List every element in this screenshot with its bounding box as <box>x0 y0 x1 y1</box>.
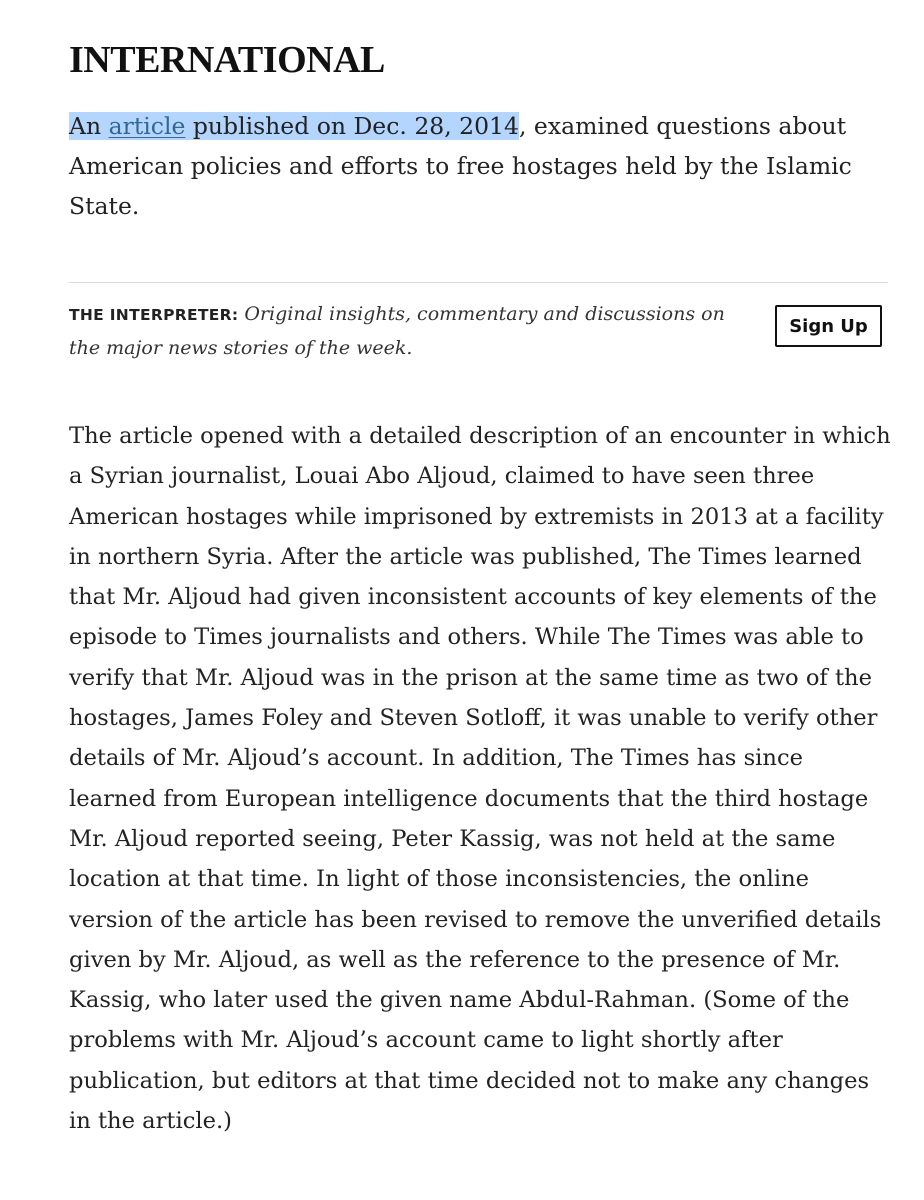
promo-text: Original insights, commentary and discussions on the major news stories of the week. <box>69 303 725 359</box>
intro-prefix: An <box>69 112 109 140</box>
promo-label: THE INTERPRETER: <box>69 306 239 324</box>
newsletter-promo <box>69 298 749 365</box>
intro-rest: , examined questions about American policies and efforts to free hostages held by the Islamic State. <box>69 112 852 220</box>
selected-text <box>69 112 519 140</box>
section-divider <box>69 282 888 283</box>
correction-body: The article opened with a detailed description of an encounter in which a Syrian journalist, Louai Abo Aljoud, claimed to have seen three American hostages while imprisoned by extremists in 2013 at a facility in northern Syria. After the article was published, The Times learned that Mr. Aljoud had given inconsistent accounts of key elements of the episode to Times journalists and others. While The Times was able to verify that Mr. Aljoud was in the prison at the same time as two of the hostages, James Foley and Steven Sotloff, it was unable to verify other details of Mr. Aljoud’s account. In addition, The Times has since learned from European intelligence documents that the third hostage Mr. Aljoud reported seeing, Peter Kassig, was not held at the same location at that time. In light of those inconsistencies, the online version of the article has been revised to remove the unverified details given by Mr. Aljoud, as well as the reference to the presence of Mr. Kassig, who later used the given name Abdul-Rahman. (Some of the problems with Mr. Aljoud’s account came to light shortly after publication, but editors at that time decided not to make any changes in the article.) <box>69 423 891 1135</box>
sign-up-button[interactable]: Sign Up <box>775 305 882 347</box>
correction-intro <box>69 106 884 226</box>
intro-date: published on Dec. 28, 2014 <box>185 112 519 140</box>
section-heading: INTERNATIONAL <box>69 39 385 81</box>
article-link[interactable]: article <box>108 112 186 140</box>
